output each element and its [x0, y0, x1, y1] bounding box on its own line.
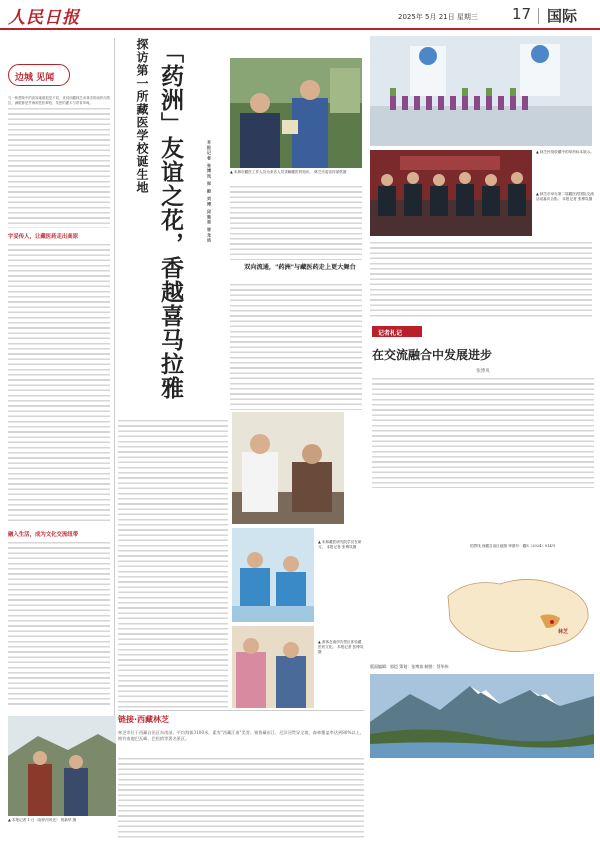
divider-vertical-1 — [114, 38, 115, 718]
left-body-lines-1 — [8, 108, 110, 228]
credits: 版面编辑：郭恺 策划：张博岚 制图：蔡华伟 — [370, 664, 449, 669]
commentary-title: 在交流融合中发展进步 — [372, 348, 493, 362]
commentary-badge — [372, 326, 422, 337]
body-lines-mid-b — [230, 284, 362, 410]
photo-herb-display — [230, 58, 362, 168]
map-tibet — [440, 556, 596, 660]
photo-meeting — [370, 150, 532, 236]
photo-panorama — [370, 674, 594, 758]
right-caption-2: ▲ 林芝市举办第二届藏医药国际交流活动嘉宾合影。 本报记者 张博岚摄 — [536, 192, 594, 201]
commentary-author: 张博岚 — [476, 369, 490, 374]
newspaper-logo: 人民日报 — [8, 8, 80, 28]
column-badge-text: 边城 见闻 — [15, 73, 55, 83]
left-heading-1: 宇妥传人，让藏医药走出高原 — [8, 234, 79, 240]
body-lines-right — [370, 242, 592, 320]
page-number: 17 — [512, 5, 532, 23]
commentary-section — [372, 326, 594, 506]
title-subline: 探访第一所藏医学校诞生地 — [135, 38, 149, 194]
mid-caption-a: ▲ 米林藏医研究院学员在研习。 本报记者 张博岚摄 — [318, 540, 362, 549]
masthead-divider — [538, 8, 539, 24]
left-heading-2: 融入生活，成为文化交流纽带 — [8, 532, 79, 538]
map-caption: 国界线 西藏自治区地图 审图号：藏S（2024）014号 — [470, 544, 556, 548]
photo-students — [232, 528, 314, 622]
link-body-lines — [118, 758, 364, 838]
map-label: 林芝 — [558, 629, 569, 635]
body-lines-mid-a — [230, 186, 362, 260]
link-badge — [118, 714, 198, 726]
main-title: 「药洲」友谊之花，香越喜马拉雅 — [157, 40, 184, 400]
bottom-left-caption: ▲ 本报记者 1 日（南伊沟风光） 郭新华 摄 — [8, 818, 77, 822]
reporters: 本报记者 张博岚 郑 毅 刘博 邱楚昊 晋龙洁 — [207, 140, 212, 243]
photo-lab — [370, 36, 592, 146]
left-body-lines-3 — [8, 542, 110, 708]
mid-heading: 双向流通，"药洲"与藏医药走上更大舞台 — [244, 264, 356, 271]
link-badge-text: 链接·西藏林芝 — [118, 715, 170, 724]
section-name: 国际 — [547, 7, 578, 25]
left-body-lines-2 — [8, 244, 110, 522]
photo1-caption: ▲ 米林市藏医工作人员为来访人员讲解藏医药知识。 林芝市委宣传部供图 — [230, 170, 347, 174]
divider-horizontal-bottom — [118, 710, 364, 711]
body-lines-col2 — [118, 420, 228, 710]
body-lines-mid-c — [348, 412, 362, 524]
masthead — [0, 0, 600, 30]
photo-doctor — [232, 412, 344, 524]
photo-visitors — [232, 626, 314, 708]
link-section — [118, 714, 364, 842]
right-caption-1: ▲ 林芝民俗收藏中的草药标本展示。 — [536, 150, 594, 154]
link-text: 林芝市位于西藏自治区东南部，平均海拔3100米，素有"西藏江南"美誉。雅鲁藏布江、尼洋河贯穿全境，森林覆盖率达到80%以上，拥有南迦巴瓦峰、巴松措等著名景区。 — [118, 730, 364, 741]
commentary-badge-text: 记者札记 — [378, 329, 403, 337]
commentary-body-lines — [372, 378, 594, 488]
issue-date: 2025年 5月 21日 星期三 — [398, 13, 478, 21]
photo-bottom-left — [8, 716, 116, 816]
column-badge — [8, 64, 70, 86]
mid-caption-b: ▲ 游客在南伊沟景区体验藏医药文化。 本报记者 张博岚摄 — [318, 640, 364, 654]
intro-text: 与一般想象中的高原地貌很是不同，来到西藏林芝米林市的南伊沟景区，满眼都是竹海和苍松翠柏，茂密的灌木与青青草甸。 — [8, 96, 110, 106]
